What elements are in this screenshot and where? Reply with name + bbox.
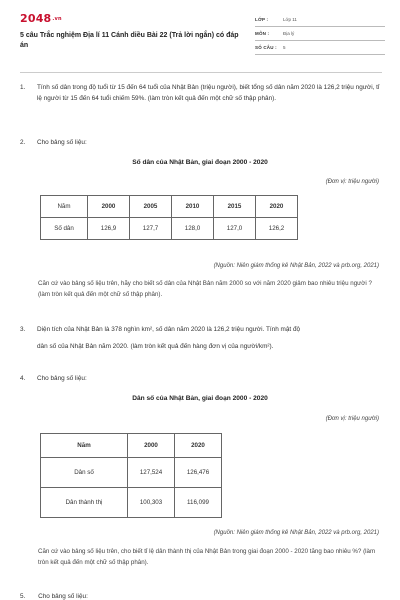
meta-row-class	[255, 13, 385, 27]
meta-value: 5	[283, 45, 286, 50]
question-number: 2.	[20, 139, 26, 146]
table-cell: 127,524	[128, 458, 175, 488]
table-row	[41, 218, 298, 240]
table-row-label: Dân thành thị	[41, 488, 128, 518]
table-header-cell: Năm	[41, 434, 128, 458]
table-row	[41, 488, 222, 518]
site-logo[interactable]	[20, 12, 62, 25]
question-text-line: Diện tích của Nhật Bản là 378 nghìn km², số dân năm 2020 là 126,2 triệu người. Tính mật độ	[37, 326, 301, 333]
question-text: Tính số dân trong độ tuổi từ 15 đến 64 tuổi của Nhật Bản (triệu người), biết tổng số dân năm 2020 là 126,2 triệu người, tỉ lệ người từ 15 đến 64 tuổi chiếm 59%. (làm tròn kết quả đến một chữ số thập phân).	[37, 84, 380, 102]
question-text: Căn cứ vào bảng số liệu trên, hãy cho biết số dân của Nhật Bản năm 2000 so với năm 2020 giảm bao nhiêu triệu người ? (làm tròn kết quả đến một chữ số thập phân).	[38, 280, 372, 298]
table-cell: 126,2	[256, 218, 298, 240]
question-body	[37, 325, 380, 352]
table-source: (Nguồn: Niên giám thống kê Nhật Bản, 2022 và prb.org, 2021)	[213, 263, 379, 269]
meta-box	[255, 13, 385, 55]
page-title: 5 câu Trắc nghiệm Địa lí 11 Cánh diều Bài 22 (Trả lời ngắn) có đáp án	[20, 32, 239, 49]
question-text: Căn cứ vào bảng số liệu trên, cho biết tỉ lệ dân thành thị của Nhật Bản trong giai đoạn 2000 - 2020 tăng bao nhiêu %? (làm tròn kết quả đến một chữ số thập phân).	[38, 548, 376, 566]
meta-label: LỚP :	[255, 17, 269, 22]
table-source: (Nguồn: Niên giám thống kê Nhật Bản, 2022 và prb.org, 2021)	[213, 530, 379, 536]
meta-value: Lớp 11	[283, 17, 297, 22]
question-text-line: dân số của Nhật Bản năm 2020. (làm tròn kết quả đến hàng đơn vị của người/km²).	[37, 342, 274, 350]
table-cell: 128,0	[172, 218, 214, 240]
table-row-label: Số dân	[41, 218, 88, 240]
table-header-row	[41, 434, 222, 458]
table-header-cell: 2015	[214, 196, 256, 218]
logo-suffix: .vn	[52, 16, 62, 22]
meta-label: MÔN :	[255, 31, 270, 36]
table-header-cell: 2005	[130, 196, 172, 218]
table-header-cell: 2000	[128, 434, 175, 458]
urban-population-table	[40, 433, 222, 518]
table-header-row	[41, 196, 298, 218]
table-cell: 100,303	[128, 488, 175, 518]
table-cell: 127,0	[214, 218, 256, 240]
table-unit: (Đơn vị: triệu người)	[325, 416, 379, 422]
table-header-cell: Năm	[41, 196, 88, 218]
question-number: 3.	[20, 326, 26, 333]
table-header-cell: 2020	[256, 196, 298, 218]
table-unit: (Đơn vị: triệu người)	[325, 179, 379, 185]
table-cell: 126,476	[175, 458, 222, 488]
table-title: Số dân của Nhật Bản, giai đoạn 2000 - 2020	[132, 159, 268, 166]
table-cell: 116,099	[175, 488, 222, 518]
table-row	[41, 458, 222, 488]
question-number: 4.	[20, 375, 26, 382]
table-header-cell: 2010	[172, 196, 214, 218]
question-intro: Cho bảng số liệu:	[38, 593, 88, 600]
meta-row-subject	[255, 27, 385, 41]
meta-value: Địa lý	[283, 31, 295, 36]
table-cell: 126,9	[88, 218, 130, 240]
question-number: 1.	[20, 84, 26, 91]
population-table	[40, 195, 298, 240]
logo-text: 2048	[20, 12, 52, 25]
question-intro: Cho bảng số liệu:	[37, 139, 87, 146]
question-intro: Cho bảng số liệu:	[37, 375, 87, 382]
question-5	[20, 593, 88, 600]
table-cell: 127,7	[130, 218, 172, 240]
header-divider	[20, 72, 382, 73]
table-title: Dân số của Nhật Bản, giai đoạn 2000 - 2020	[132, 395, 268, 402]
question-number: 5.	[20, 593, 26, 600]
meta-row-count	[255, 41, 385, 55]
table-header-cell: 2020	[175, 434, 222, 458]
table-row-label: Dân số	[41, 458, 128, 488]
table-header-cell: 2000	[88, 196, 130, 218]
meta-label: SỐ CÂU :	[255, 45, 277, 50]
